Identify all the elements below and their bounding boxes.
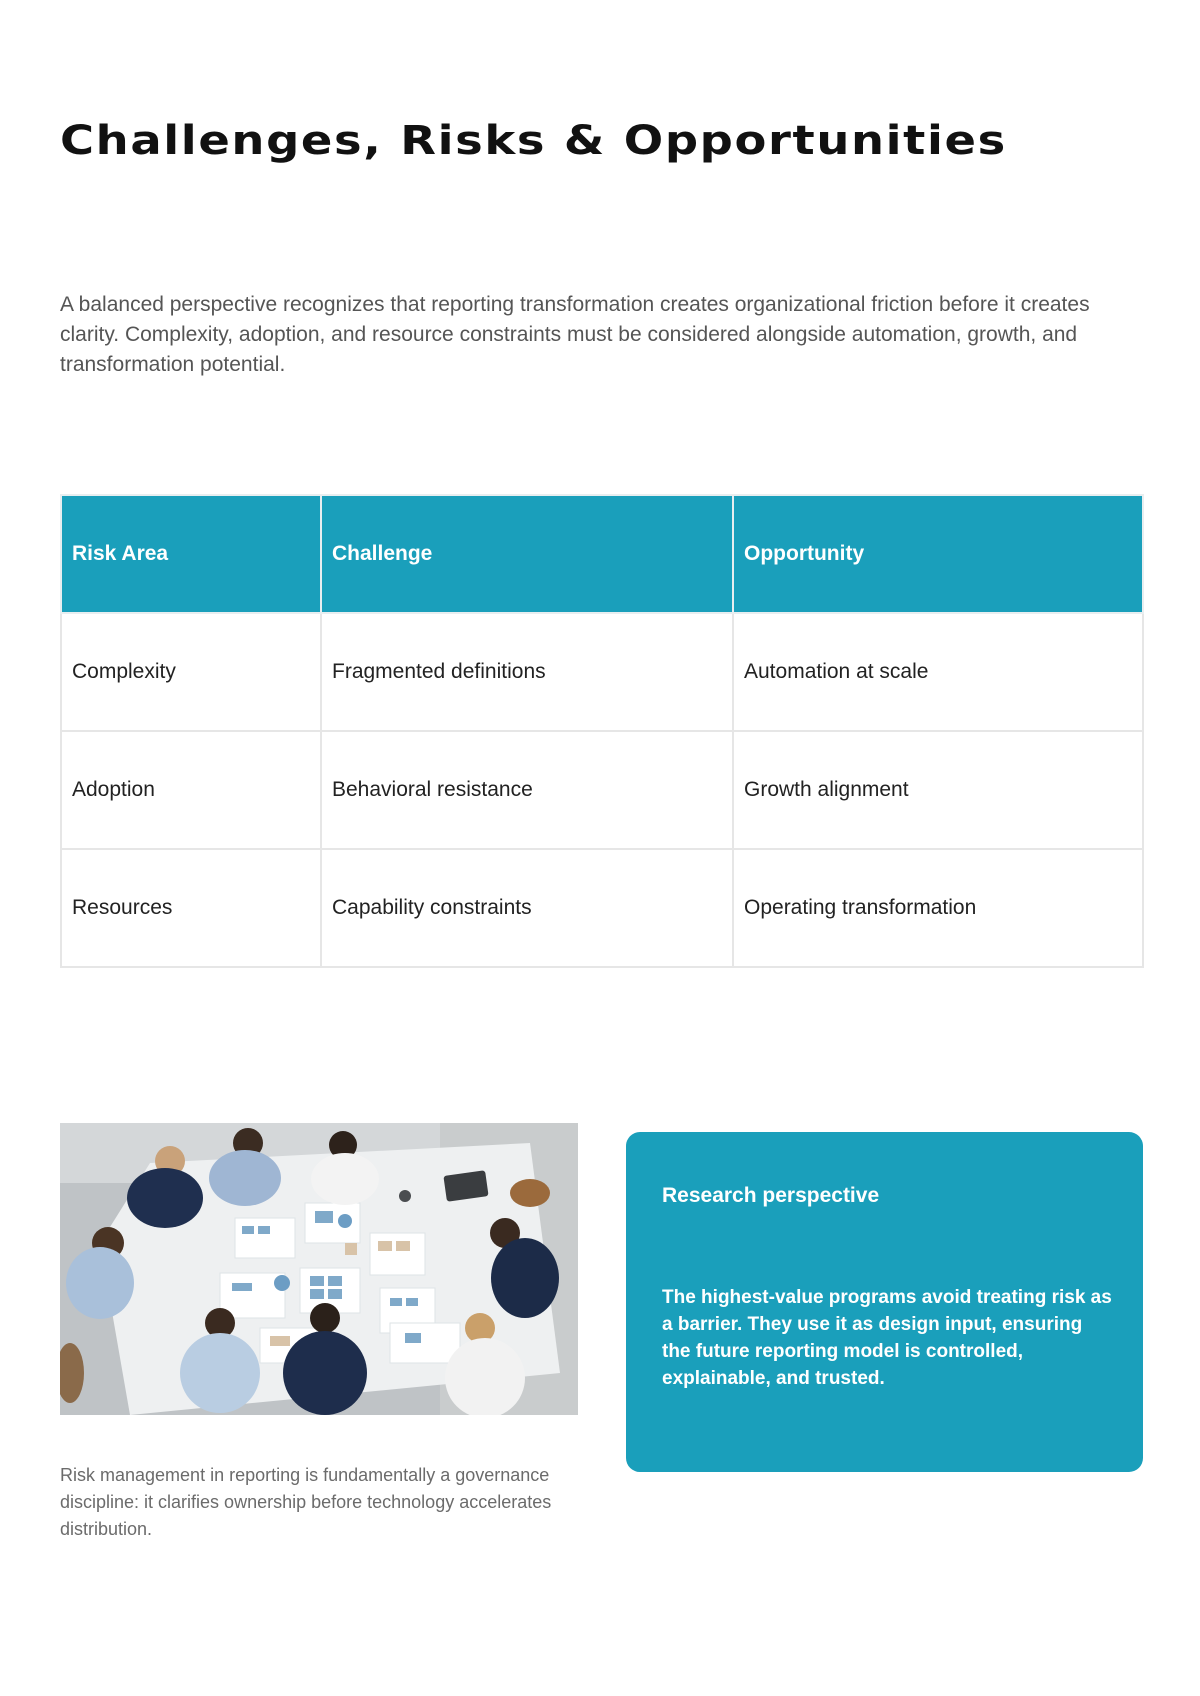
opportunity-cell: Operating transformation <box>733 849 1143 967</box>
risk-area-cell: Resources <box>61 849 321 967</box>
table-header-row <box>61 495 1143 613</box>
risk-table <box>60 494 1144 968</box>
table-row <box>61 849 1143 967</box>
table-row <box>61 613 1143 731</box>
callout-title: Research perspective <box>662 1184 880 1207</box>
risk-area-cell: Complexity <box>61 613 321 731</box>
header-opportunity: Opportunity <box>733 495 1143 613</box>
header-risk-area: Risk Area <box>61 495 321 613</box>
photo-caption: Risk management in reporting is fundamentally a governance discipline: it clarifies ownership before technology accelerates distribution. <box>60 1465 552 1539</box>
challenge-cell: Behavioral resistance <box>321 731 733 849</box>
table-row <box>61 731 1143 849</box>
challenge-cell: Fragmented definitions <box>321 613 733 731</box>
header-challenge: Challenge <box>321 495 733 613</box>
risk-area-cell: Adoption <box>61 731 321 849</box>
intro-paragraph: A balanced perspective recognizes that reporting transformation creates organizational friction before it creates clarity. Complexity, adoption, and resource constraints must be considered alongside automation, growth, and transformation potential. <box>60 293 1090 376</box>
callout-body: The highest-value programs avoid treating risk as a barrier. They use it as design input, ensuring the future reporting model is controlled, explainable, and trusted. <box>662 1287 1112 1389</box>
opportunity-cell: Automation at scale <box>733 613 1143 731</box>
page-title: Challenges, Risks & Opportunities <box>60 118 1007 164</box>
meeting-photo-illustration <box>60 1123 578 1415</box>
opportunity-cell: Growth alignment <box>733 731 1143 849</box>
research-callout <box>626 1132 1143 1472</box>
challenge-cell: Capability constraints <box>321 849 733 967</box>
meeting-photo <box>60 1123 578 1415</box>
